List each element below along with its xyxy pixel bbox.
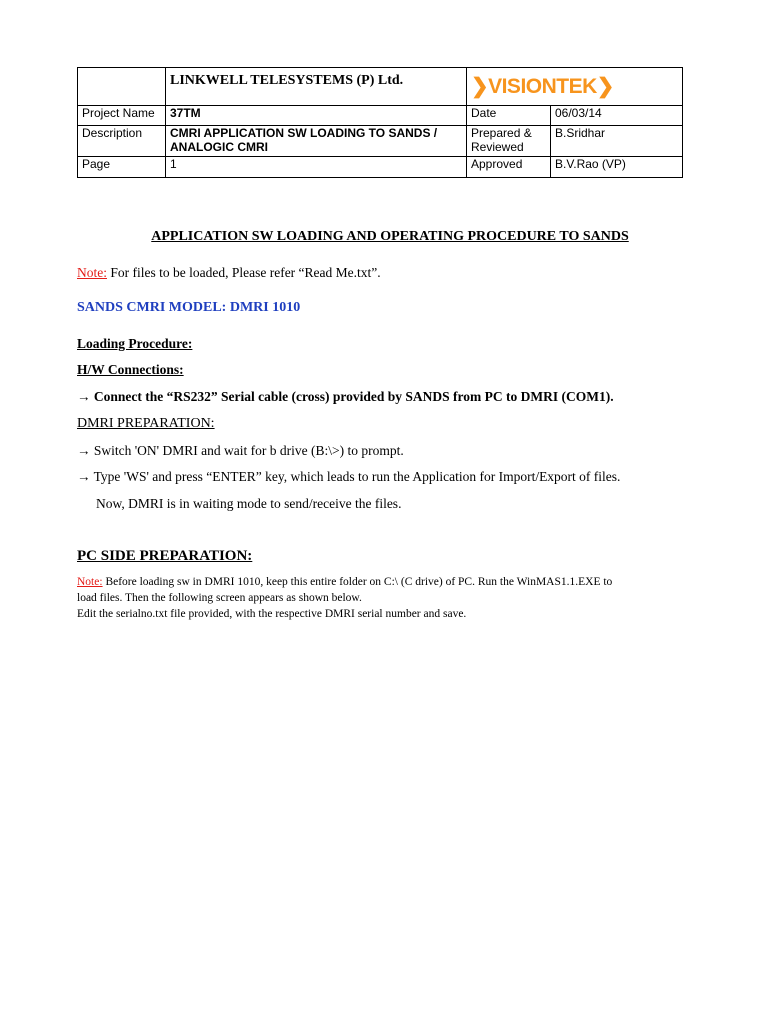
approved-label: Approved — [467, 157, 551, 178]
header-row-company — [78, 68, 683, 106]
dmri-step-1: → Switch 'ON' DMRI and wait for b drive (B:\>) to prompt. — [77, 443, 404, 458]
hw-connections-heading: H/W Connections: — [77, 362, 184, 377]
logo-text: ❯VISIONTEK❯ — [471, 74, 614, 98]
note-label: Note: — [77, 265, 107, 280]
note-pc-line-2: load files. Then the following screen appears as shown below. — [77, 592, 362, 604]
description-value: CMRI APPLICATION SW LOADING TO SANDS / ANALOGIC CMRI — [166, 126, 467, 157]
note-pc-label: Note: — [77, 576, 103, 588]
project-name-label: Project Name — [78, 106, 166, 126]
project-name-value: 37TM — [166, 106, 467, 126]
document-title: APPLICATION SW LOADING AND OPERATING PROCEDURE TO SANDS — [151, 229, 629, 244]
header-empty-cell — [78, 68, 166, 106]
prepared-value: B.Sridhar — [551, 126, 683, 157]
header-row-project — [78, 106, 683, 126]
note-text: For files to be loaded, Please refer “Read Me.txt”. — [107, 265, 381, 280]
loading-procedure-heading: Loading Procedure: — [77, 336, 193, 351]
description-label: Description — [78, 126, 166, 157]
header-row-page — [78, 157, 683, 178]
date-value: 06/03/14 — [551, 106, 683, 126]
hw-connection-step: → Connect the “RS232” Serial cable (cross) provided by SANDS from PC to DMRI (COM1). — [77, 389, 614, 404]
date-label: Date — [467, 106, 551, 126]
pc-side-heading: PC SIDE PREPARATION: — [77, 548, 253, 564]
company-name: LINKWELL TELESYSTEMS (P) Ltd. — [166, 68, 467, 106]
note-pc-line-1 — [77, 576, 612, 588]
approved-value: B.V.Rao (VP) — [551, 157, 683, 178]
header-table — [77, 67, 683, 178]
page-label: Page — [78, 157, 166, 178]
dmri-step-3: Now, DMRI is in waiting mode to send/receive the files. — [96, 496, 402, 511]
note-files — [77, 265, 381, 281]
visiontek-logo — [467, 68, 683, 106]
prepared-label: Prepared & Reviewed — [467, 126, 551, 157]
dmri-step-2: → Type 'WS' and press “ENTER” key, which leads to run the Application for Import/Export of files. — [77, 469, 621, 484]
note-pc-line-3: Edit the serialno.txt file provided, with the respective DMRI serial number and save. — [77, 608, 467, 620]
model-heading: SANDS CMRI MODEL: DMRI 1010 — [77, 300, 301, 315]
note-pc-text: Before loading sw in DMRI 1010, keep this entire folder on C:\ (C drive) of PC. Run the WinMAS1.1.EXE to — [102, 576, 613, 588]
header-row-description — [78, 126, 683, 157]
dmri-preparation-heading: DMRI PREPARATION: — [77, 416, 215, 431]
page-value: 1 — [166, 157, 467, 178]
